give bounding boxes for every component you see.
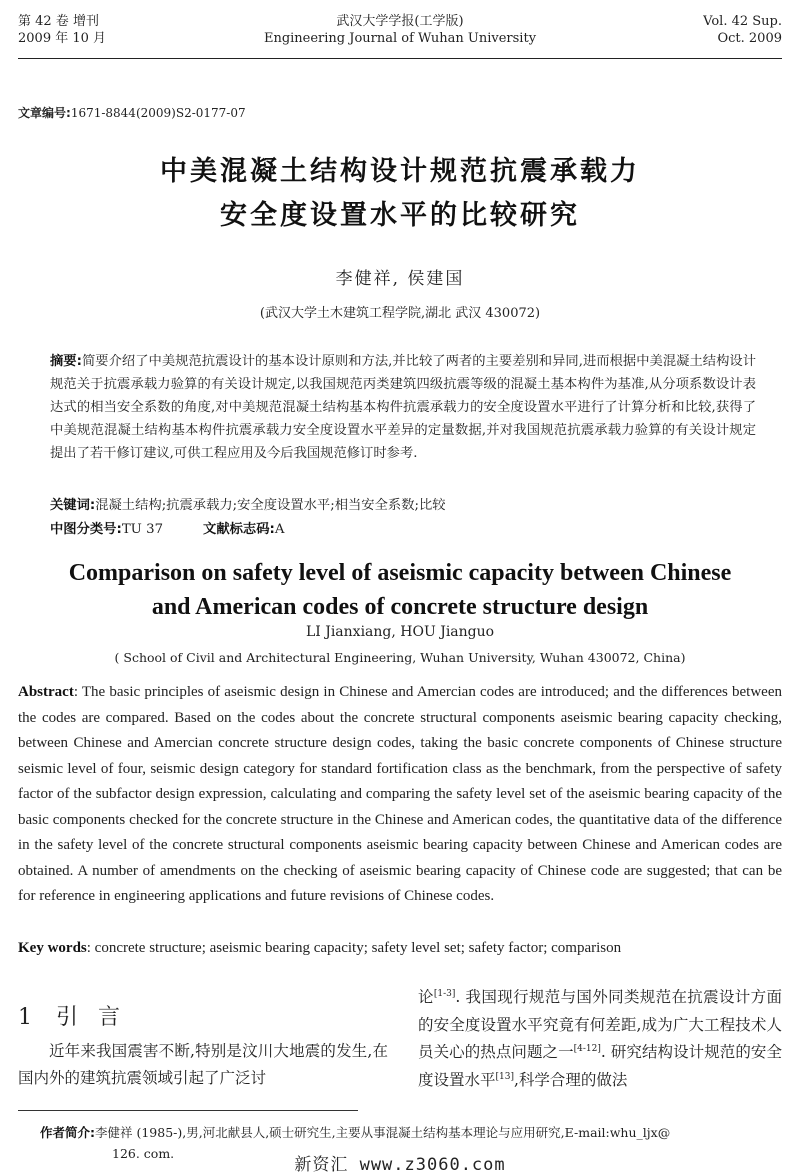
chinese-authors: 李健祥, 侯建国	[335, 269, 465, 289]
volume-supplement: Vol. 42 Sup.	[703, 14, 782, 29]
chinese-affiliation: (武汉大学土木建筑工程学院,湖北 武汉 430072)	[259, 306, 541, 321]
english-abstract-label: Abstract	[18, 684, 74, 700]
body-text: . 我国现行规范与国外同类规范在抗震设计方面的安全度设置水平究竟有何差距,成为广大工程技术人员关心的热点问题之一	[418, 988, 782, 1061]
article-number-label: 文章编号:	[18, 106, 71, 120]
footnote-rule	[18, 1110, 358, 1111]
publication-date-cn: 2009 年 10 月	[18, 31, 107, 46]
section-title: 引言	[56, 1005, 141, 1030]
chinese-keywords-text: 混凝土结构;抗震承载力;安全度设置水平;相当安全系数;比较	[95, 498, 446, 513]
english-title	[0, 556, 800, 624]
chinese-abstract-text: 简要介绍了中美规范抗震设计的基本设计原则和方法,并比较了两者的主要差别和异同,进而根据中美混凝土结构设计规范关于抗震承载力验算的有关设计规定,以我国规范丙类建筑四级抗震等级的混凝土基本构件为基准,从分项系数设计表达式的相当安全系数的角度,对中美规范混凝土结构基本构件抗震承载力的安全度设置水平进行了计算分析和比较,获得了中美规范混凝土结构基本构件抗震承载力安全度设置水平差异的定量数据,并对我国规范抗震承载力验算的有关设计规定提出了若干修订建议,可供工程应用及今后我国规范修订时参考.	[50, 354, 757, 461]
section-heading	[18, 1000, 140, 1031]
english-title-line1: Comparison on safety level of aseismic capacity between Chinese	[68, 560, 732, 586]
intro-paragraph-start: 近年来我国震害不断,特别是汶川大地震的发生,在国内外的建筑抗震领域引起了广泛讨	[18, 1042, 388, 1087]
body-right-column	[418, 984, 782, 1094]
volume-issue: 第 42 卷 增刊	[18, 14, 99, 29]
body-left-column	[18, 1038, 388, 1092]
clc-label: 中图分类号:	[50, 522, 122, 537]
english-title-line2: and American codes of concrete structure design	[151, 594, 649, 620]
english-authors: LI Jianxiang, HOU Jianguo	[305, 624, 495, 640]
footnote-label: 作者简介:	[40, 1125, 95, 1140]
body-text: 论	[418, 988, 434, 1006]
chinese-keywords	[50, 494, 770, 517]
journal-name-en: Engineering Journal of Wuhan University	[263, 31, 537, 46]
citation-ref: [4-12]	[573, 1043, 601, 1054]
chinese-abstract-label: 摘要:	[50, 354, 82, 369]
english-abstract-separator: :	[73, 684, 82, 700]
footnote-text: 李健祥 (1985-),男,河北献县人,硕士研究生,主要从事混凝土结构基本理论与应用研究,E-mail:whu_ljx@	[95, 1125, 671, 1140]
citation-ref: [1-3]	[433, 988, 456, 999]
document-code-value: A	[274, 522, 285, 537]
journal-name-cn: 武汉大学学报(工学版)	[336, 14, 464, 29]
english-keywords-separator: :	[86, 940, 95, 956]
body-text: ,科学合理的做法	[514, 1070, 628, 1089]
section-number: 1	[18, 1005, 34, 1030]
english-abstract	[18, 680, 782, 910]
header-rule	[18, 58, 782, 59]
citation-ref: [13]	[495, 1071, 514, 1082]
watermark: 新资汇 www.z3060.com	[294, 1155, 506, 1175]
article-number-value: 1671-8844(2009)S2-0177-07	[70, 106, 246, 120]
chinese-title-line2: 安全度设置水平的比较研究	[220, 200, 580, 231]
intro-paragraph-continued	[418, 984, 782, 1094]
english-keywords	[18, 936, 782, 961]
chinese-title-line1: 中美混凝土结构设计规范抗震承载力	[160, 156, 640, 187]
english-abstract-text: The basic principles of aseismic design in Chinese and Amercian codes are introduced; and the differences between the codes are compared. Based on the codes about the concrete structural components aseismic bearing capacity checking, between Chinese and Amercian concrete structure design codes, taking the basic concrete components of Chinese structure seismic level of four, seismic design category for standard fortification class as the benchmark, from the perspective of safety factor of the subfactor design expression, calculating and comparing the safety level set of the aseismic bearing capacity of the basic components checked for the concrete structure in the Chinese and American codes, the quantitative data of the difference in the safety level of the concrete structural components aseismic bearing capacity between Chinese and American codes are obtained. A number of amendments on the checking of aseismic bearing capacity of Chinese code are suggested; that can be for reference in engineering applications and future revisions of Chinese codes.	[18, 684, 783, 904]
classification	[50, 518, 770, 541]
chinese-title	[0, 150, 800, 238]
english-affiliation: ( School of Civil and Architectural Engineering, Wuhan University, Wuhan 430072, China)	[114, 650, 686, 665]
english-keywords-label: Key words	[18, 940, 87, 956]
chinese-keywords-label: 关键词:	[50, 498, 96, 513]
publication-date-en: Oct. 2009	[717, 31, 782, 46]
article-number	[18, 104, 246, 121]
journal-volume-info-en	[703, 13, 782, 47]
footnote-continuation: 126. com.	[112, 1146, 175, 1161]
journal-name	[0, 13, 800, 47]
body-text: . 研究结构设计规范的安全度设置水平	[418, 1043, 782, 1089]
clc-value: TU 37	[121, 522, 164, 537]
document-code-label: 文献标志码:	[203, 522, 275, 537]
english-keywords-text: concrete structure; aseismic bearing capacity; safety level set; safety factor; comparison	[94, 940, 622, 956]
chinese-abstract	[50, 350, 756, 465]
